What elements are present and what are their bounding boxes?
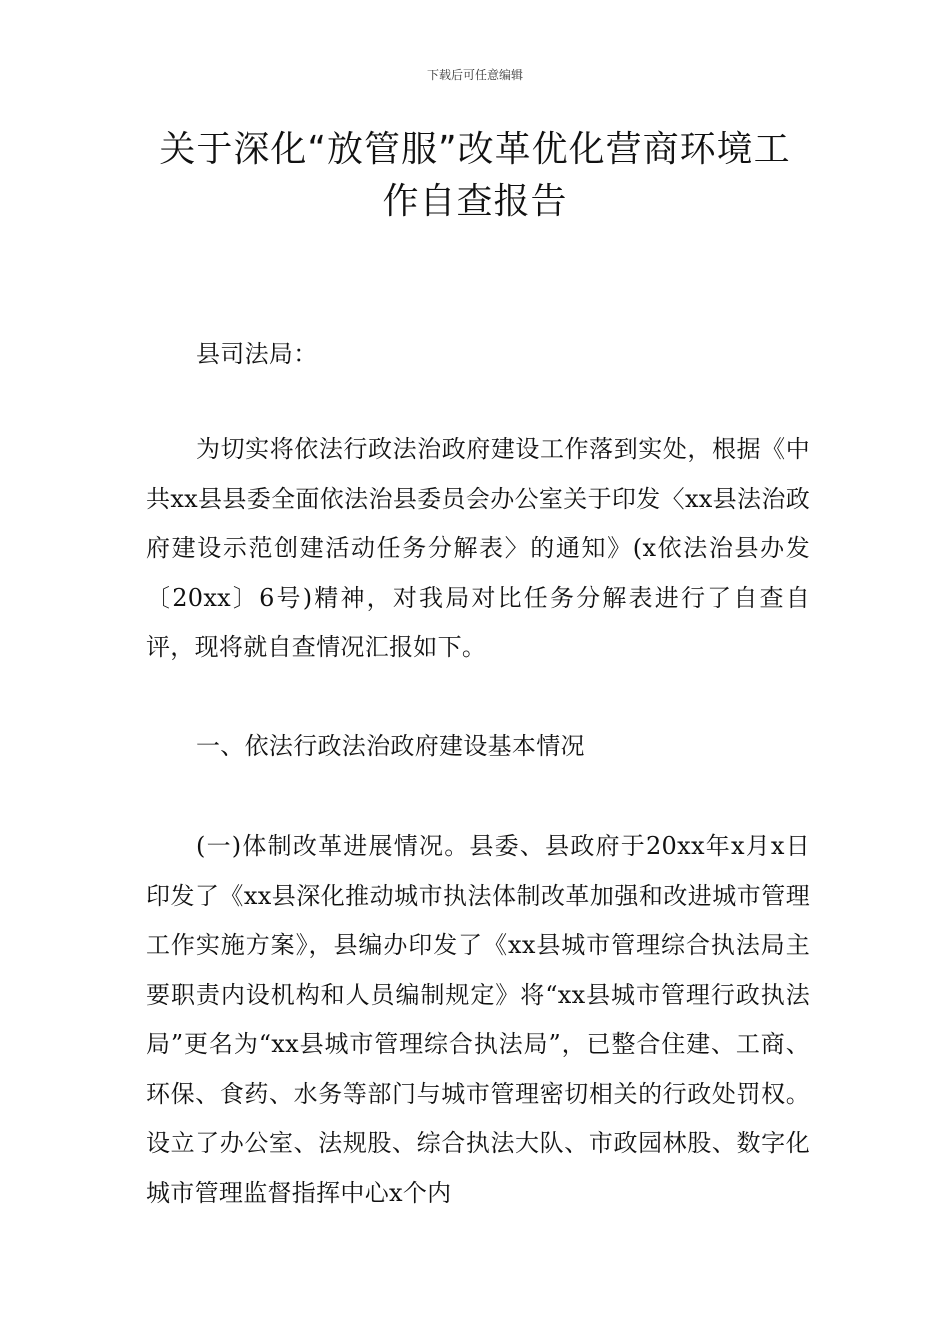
salutation: 县司法局： xyxy=(196,340,318,368)
page-header-note: 下载后可任意编辑 xyxy=(426,68,523,82)
section-heading-1: 一、依法行政法治政府建设基本情况 xyxy=(196,732,585,760)
paragraph-intro: 为切实将依法行政法治政府建设工作落到实处，根据《中共xx县县委全面依法治县委员会办公室关于印发〈xx县法治政府建设示范创建活动任务分解表〉的通知》(x依法治县办发〔20xx〕6号)精神，对我局对比任务分解表进行了自查自评，现将就自查情况汇报如下。 xyxy=(146,435,810,661)
paragraph-reform-progress: (一)体制改革进展情况。县委、县政府于20xx年x月x日印发了《xx县深化推动城市执法体制改革加强和改进城市管理工作实施方案》，县编办印发了《xx县城市管理综合执法局主要职责内设机构和人员编制规定》将“xx县城市管理行政执法局”更名为“xx县城市管理综合执法局”，已整合住建、工商、环保、食药、水务等部门与城市管理密切相关的行政处罚权。设立了办公室、法规股、综合执法大队、市政园林股、数字化城市管理监督指挥中心x个内 xyxy=(146,832,810,1207)
document-title: 关于深化“放管服”改革优化营商环境工作自查报告 xyxy=(159,129,791,222)
